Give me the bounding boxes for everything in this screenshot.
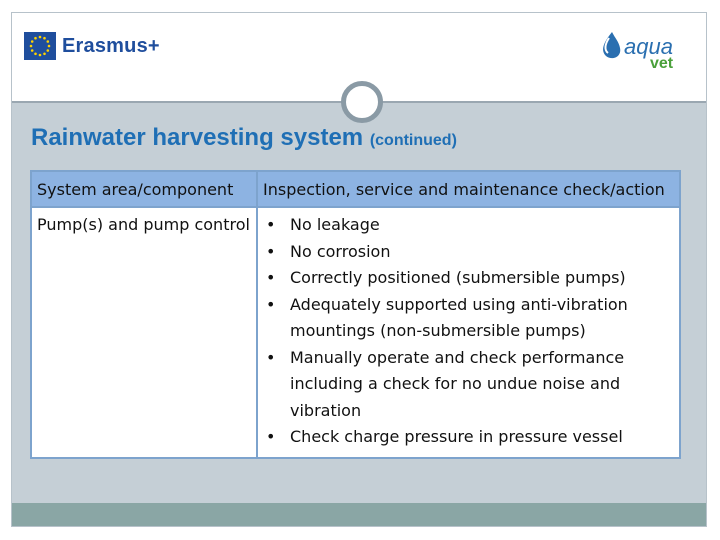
header-check-action: Inspection, service and maintenance check/action <box>257 171 680 207</box>
list-item: • Correctly positioned (submersible pumps) <box>263 265 674 292</box>
list-item: • Check charge pressure in pressure vessel <box>263 424 674 451</box>
list-item: • Adequately supported using anti-vibration mountings (non-submersible pumps) <box>263 292 674 345</box>
eu-flag-icon <box>24 32 56 60</box>
ring-ornament-icon <box>341 81 383 123</box>
list-item: • No corrosion <box>263 239 674 266</box>
aquavet-logo <box>598 24 698 72</box>
aquavet-drop-icon <box>598 24 698 72</box>
aquavet-part2: vet <box>650 55 674 72</box>
header-component: System area/component <box>31 171 257 207</box>
erasmus-label: Erasmus+ <box>62 34 160 57</box>
checks-cell <box>257 207 680 458</box>
footer-band <box>12 503 706 526</box>
slide-title-suffix: (continued) <box>369 132 457 149</box>
aquavet-part1: aqua <box>624 34 673 59</box>
table-header-row <box>31 171 680 207</box>
slide-title <box>31 124 457 152</box>
maintenance-table <box>30 170 681 459</box>
slide-title-main: Rainwater harvesting system <box>31 124 364 151</box>
checks-list <box>263 212 674 451</box>
erasmus-logo <box>24 27 160 65</box>
table-row <box>31 207 680 458</box>
list-item: • No leakage <box>263 212 674 239</box>
component-cell: Pump(s) and pump control <box>31 207 257 458</box>
list-item: • Manually operate and check performance including a check for no undue noise and vibration <box>263 345 674 425</box>
